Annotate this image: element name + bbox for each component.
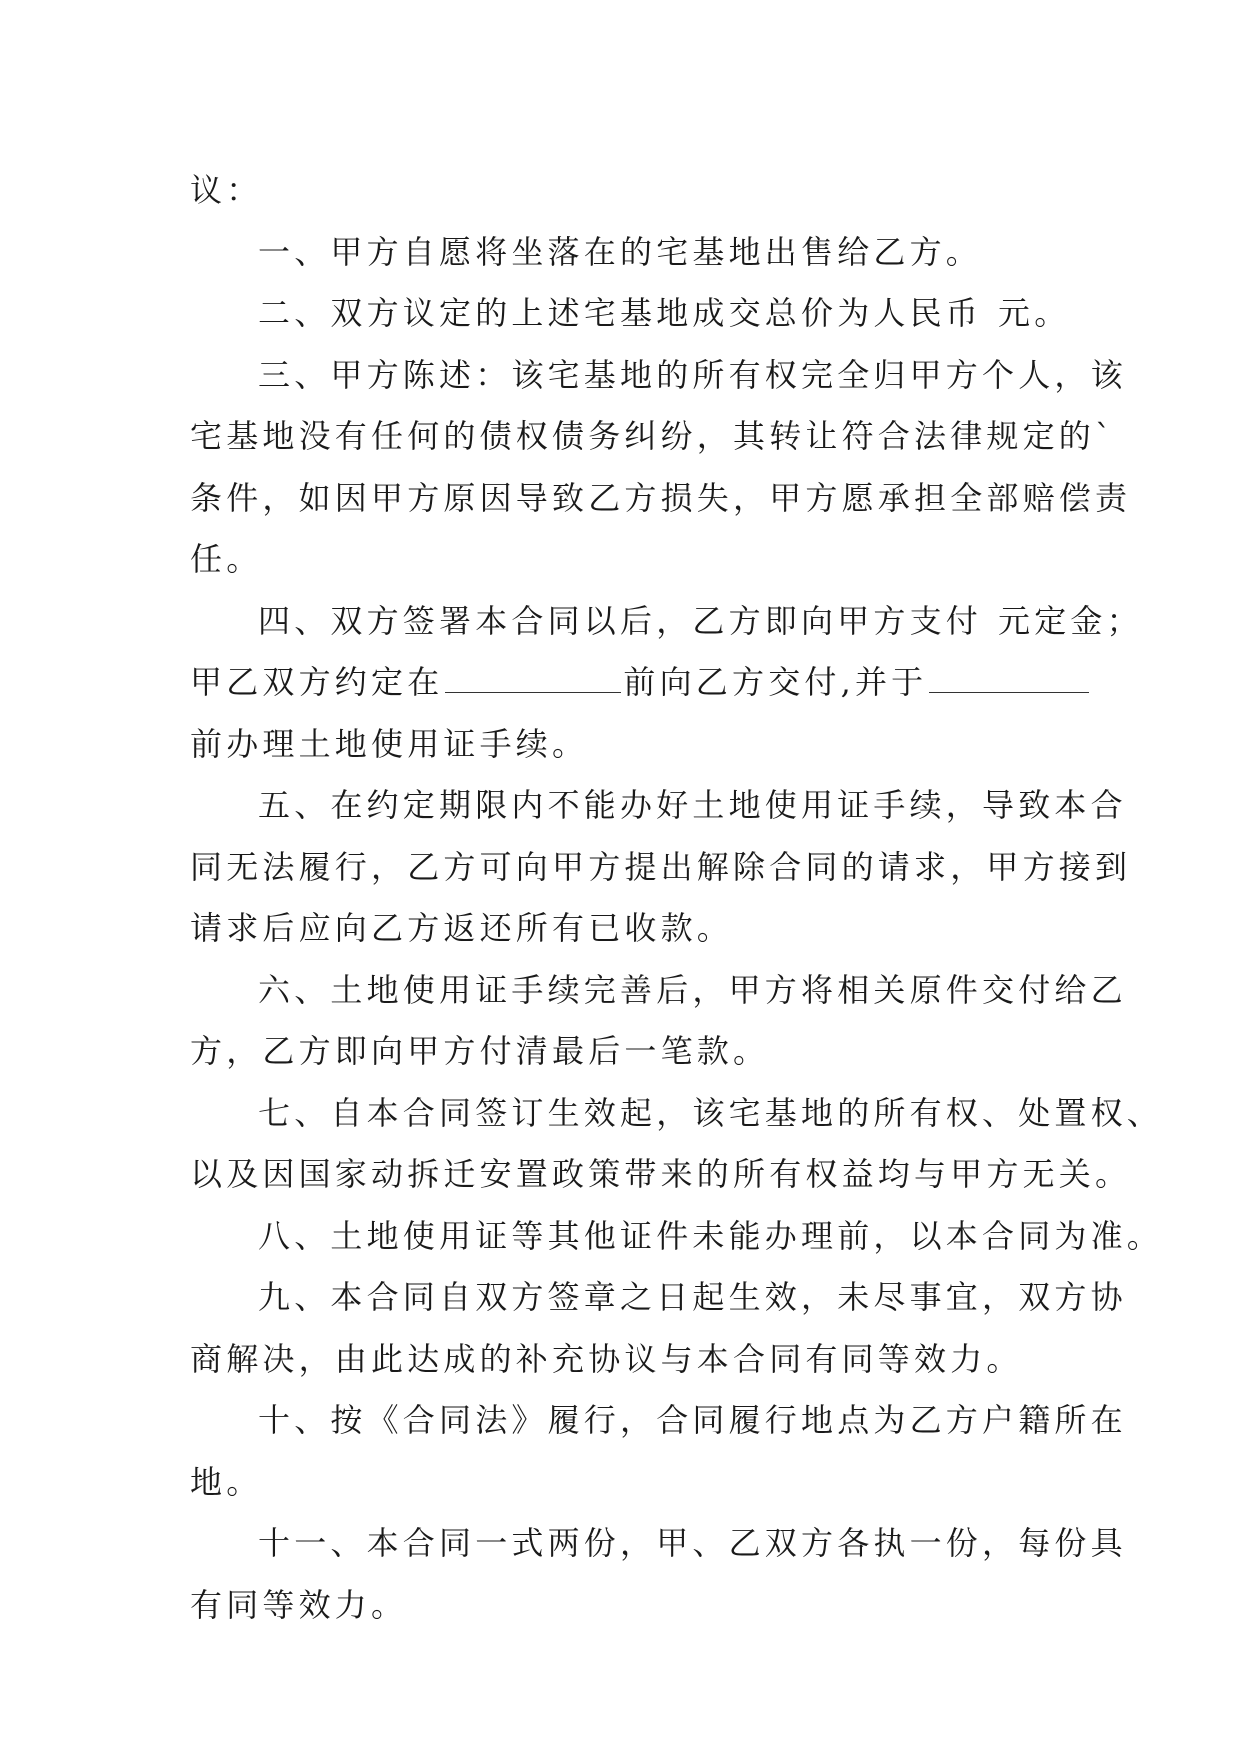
clause-10: 十、按《合同法》履行，合同履行地点为乙方户籍所在 — [258, 1401, 1127, 1439]
contract-body — [190, 160, 1164, 1636]
clause-3-cont: 条件，如因甲方原因导致乙方损失，甲方愿承担全部赔偿责 — [190, 478, 1132, 517]
clause-8: 八、土地使用证等其他证件未能办理前，以本合同为准。 — [258, 1216, 1164, 1255]
clause-7: 七、自本合同签订生效起，该宅基地的所有权、处置权、 — [258, 1093, 1164, 1132]
clause-2-unit: 元。 — [998, 294, 1071, 332]
text-line: 议： — [190, 171, 263, 209]
clause-6-cont: 方，乙方即向甲方付清最后一笔款。 — [190, 1032, 770, 1070]
clause-4-cont: 前办理土地使用证手续。 — [190, 724, 589, 763]
clause-4-deposit: 元定金； — [998, 601, 1143, 640]
clause-11-cont: 有同等效力。 — [190, 1585, 408, 1624]
clause-9-cont: 商解决，由此达成的补充协议与本合同有同等效力。 — [190, 1339, 1023, 1378]
clause-4-agree: 甲乙双方约定在 — [190, 663, 444, 701]
clause-9: 九、本合同自双方签章之日起生效，未尽事宜，双方协 — [258, 1278, 1127, 1316]
clause-7-cont: 以及因国家动拆迁安置政策带来的所有权益均与甲方无关。 — [190, 1155, 1132, 1193]
clause-3-cont: 任。 — [190, 540, 263, 578]
clause-4-text: 四、双方签署本合同以后，乙方即向甲方支付 — [258, 601, 983, 640]
clause-4-deliver: 前向乙方交付,并于 — [623, 663, 928, 701]
clause-3-cont: 宅基地没有任何的债权债务纠纷，其转让符合法律规定的` — [190, 417, 1116, 455]
clause-5-cont: 同无法履行，乙方可向甲方提出解除合同的请求，甲方接到 — [190, 847, 1132, 886]
clause-4 — [190, 591, 1143, 653]
clause-5-cont: 请求后应向乙方返还所有已收款。 — [190, 909, 734, 947]
clause-10-cont: 地。 — [190, 1462, 263, 1501]
clause-11: 十一、本合同一式两份，甲、乙双方各执一份，每份具 — [258, 1524, 1127, 1562]
blank-date-1 — [445, 662, 621, 693]
clause-4-cont — [190, 652, 1070, 714]
clause-3: 三、甲方陈述：该宅基地的所有权完全归甲方个人，该 — [258, 355, 1127, 394]
clause-2 — [190, 283, 1070, 345]
blank-date-2 — [929, 662, 1089, 693]
clause-6: 六、土地使用证手续完善后，甲方将相关原件交付给乙 — [258, 970, 1127, 1009]
clause-2-text: 二、双方议定的上述宅基地成交总价为人民币 — [258, 294, 983, 332]
clause-1: 一、甲方自愿将坐落在的宅基地出售给乙方。 — [258, 232, 983, 271]
clause-5: 五、在约定期限内不能办好土地使用证手续，导致本合 — [258, 786, 1127, 824]
